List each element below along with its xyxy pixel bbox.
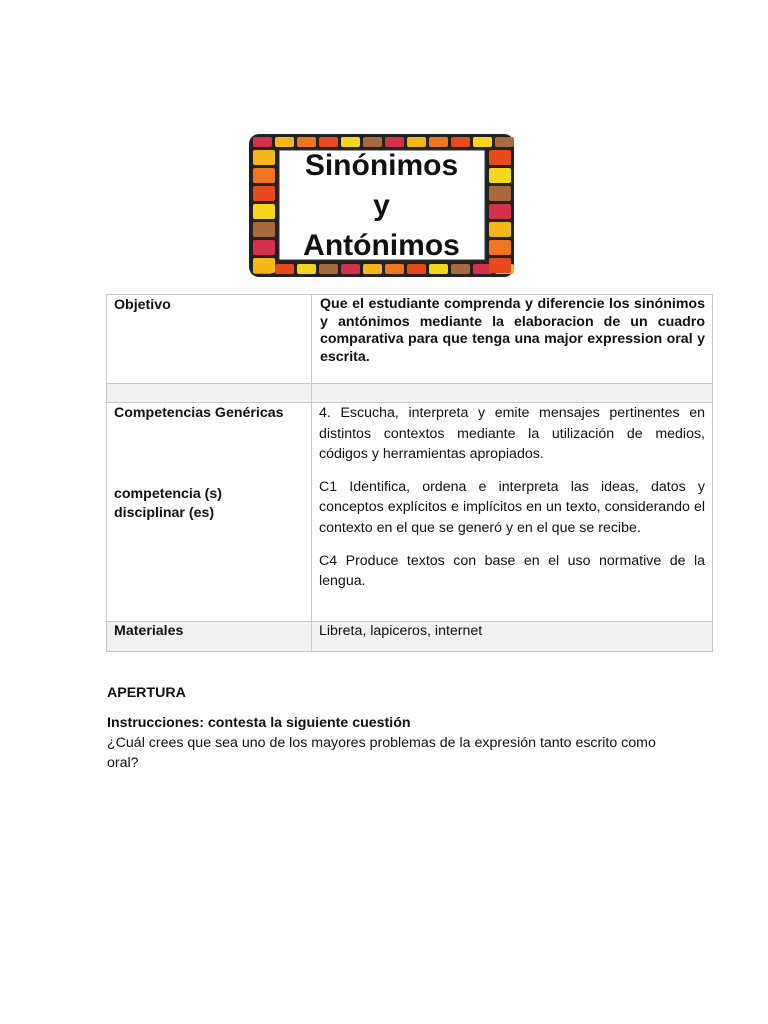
question-text: ¿Cuál crees que sea uno de los mayores problemas de la expresión tanto escrito como oral? (107, 735, 656, 771)
objetivo-label: Objetivo (114, 297, 171, 313)
competencia-c4: C4 Produce textos con base en el uso normative de la lengua. (319, 552, 705, 590)
banner-line-2: y (373, 188, 390, 222)
competencias-label-cell (107, 403, 312, 622)
banner-line-1: Sinónimos (304, 148, 459, 182)
materiales-text: Libreta, lapiceros, internet (319, 623, 483, 639)
instructions-text: Instrucciones: contesta la siguiente cuestión (107, 715, 411, 731)
materiales-label-cell (107, 622, 312, 652)
competencia-c1: C1 Identifica, ordena e interpreta las ideas, datos y conceptos explícitos e implícitos en un texto, considerando el contexto en el que se generó y en el que se recibe. (319, 478, 705, 536)
spacer-row (107, 384, 713, 403)
materiales-text-cell (312, 622, 713, 652)
apertura-heading: APERTURA (107, 685, 186, 701)
objetivo-label-cell (107, 295, 312, 384)
competencias-text-cell (312, 403, 713, 622)
competencia-4: 4. Escucha, interpreta y emite mensajes pertinentes en distintos contextos mediante la utilización de medios, códigos y herramientas apropiados. (319, 405, 705, 463)
objetivo-text: Que el estudiante comprenda y diferencie los sinónimos y antónimos mediante la elaboracion de un cuadro comparativa para que tenga una major expression oral y escrita. (320, 296, 705, 365)
materiales-row (107, 622, 713, 652)
competencias-row (107, 403, 713, 622)
objetivo-text-cell (312, 295, 713, 384)
objetivo-row (107, 295, 713, 384)
banner-title (249, 134, 514, 277)
materiales-label: Materiales (114, 623, 184, 639)
spacer-cell (107, 384, 312, 403)
lesson-table (106, 294, 713, 652)
banner-line-3: Antónimos (303, 228, 460, 262)
title-banner (249, 134, 514, 277)
spacer-cell (312, 384, 713, 403)
competencias-label: Competencias Genéricas (114, 405, 284, 421)
disciplinar-label: competencia (s) disciplinar (es) (114, 486, 223, 521)
